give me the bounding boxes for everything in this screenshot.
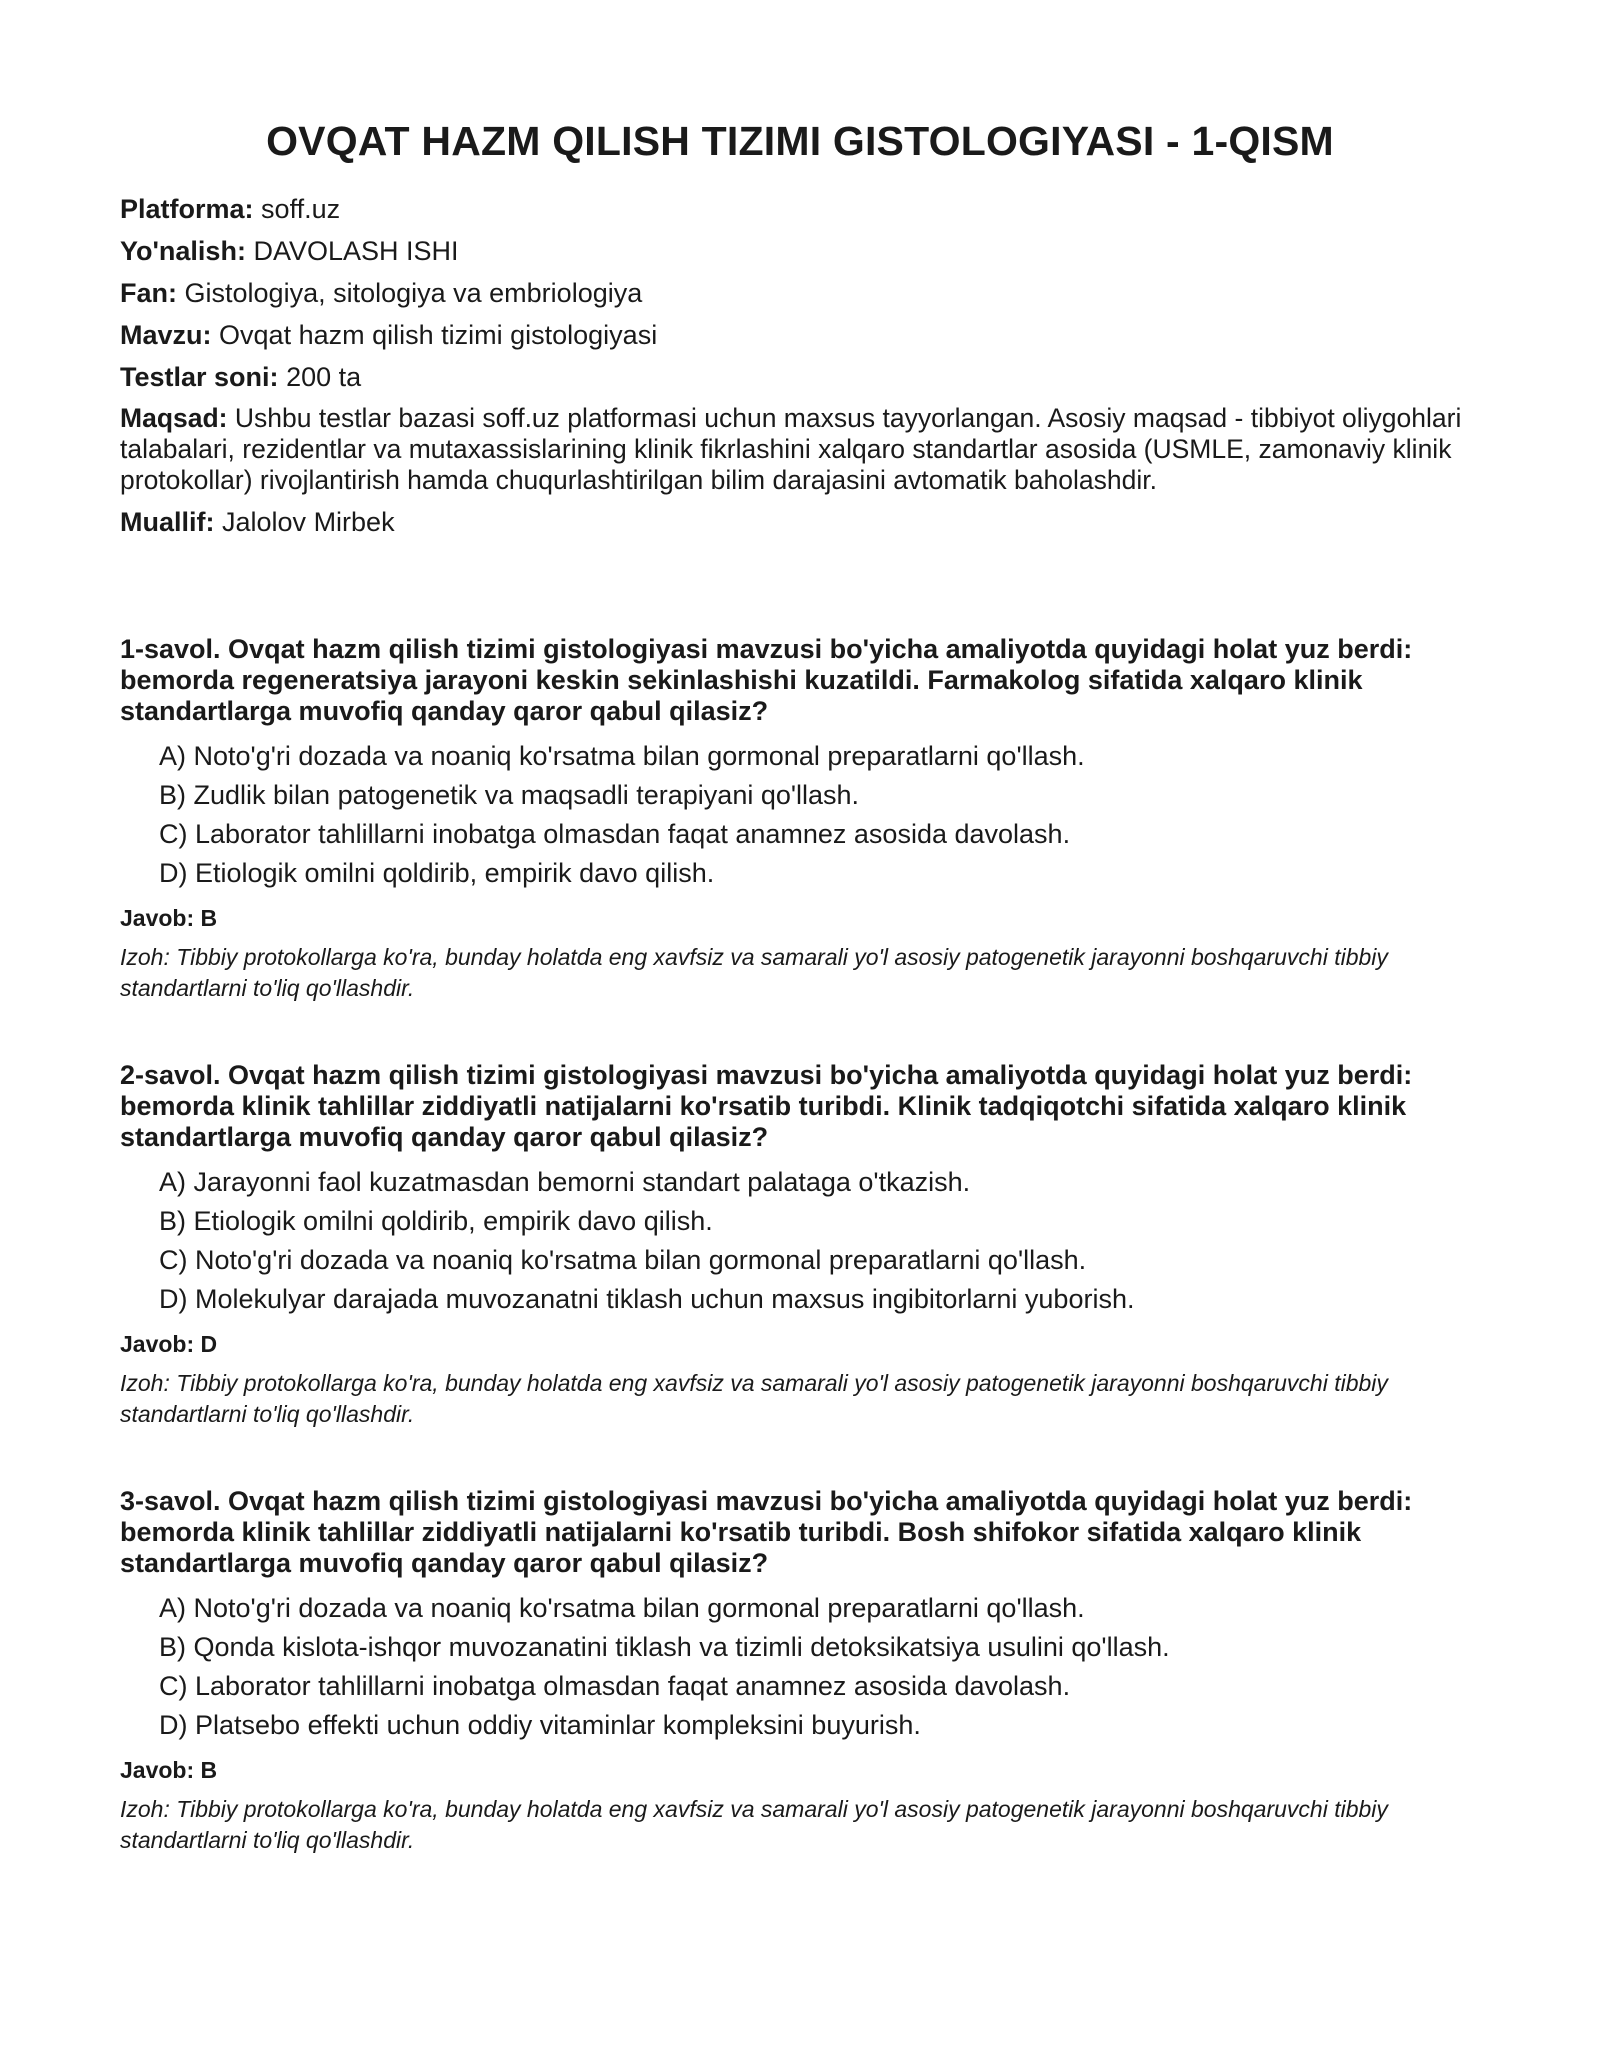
option-c: C) Laborator tahlillarni inobatga olmasdan faqat anamnez asosida davolash. <box>159 819 1071 849</box>
option-b: B) Zudlik bilan patogenetik va maqsadli terapiyani qo'llash. <box>159 780 860 810</box>
question-3 <box>120 1486 1480 1856</box>
meta-label: Platforma: <box>120 194 254 224</box>
document-title: OVQAT HAZM QILISH TIZIMI GISTOLOGIYASI - 1-QISM <box>266 118 1334 164</box>
option-d: D) Etiologik omilni qoldirib, empirik davo qilish. <box>159 858 715 888</box>
question-text: 3-savol. Ovqat hazm qilish tizimi gistologiyasi mavzusi bo'yicha amaliyotda quyidagi holat yuz berdi: bemorda klinik tahlillar ziddiyatli natijalarni ko'rsatib turibdi. Bosh shifokor sifatida xalqaro klinik standartlarga muvofiq qanday qaror qabul qilasiz? <box>120 1486 1413 1578</box>
meta-value: Ovqat hazm qilish tizimi gistologiyasi <box>219 320 658 350</box>
explanation-note: Izoh: Tibbiy protokollarga ko'ra, bunday holatda eng xavfsiz va samarali yo'l asosiy patogenetik jarayonni boshqaruvchi tibbiy standartlarni to'liq qo'llashdir. <box>120 1796 1388 1853</box>
option-list <box>120 741 1480 889</box>
option-c: C) Noto'g'ri dozada va noaniq ko'rsatma bilan gormonal preparatlarni qo'llash. <box>159 1245 1087 1275</box>
meta-label: Maqsad: <box>120 403 228 433</box>
meta-author <box>120 506 1480 538</box>
meta-subject <box>120 277 1480 309</box>
question-text: 1-savol. Ovqat hazm qilish tizimi gistologiyasi mavzusi bo'yicha amaliyotda quyidagi holat yuz berdi: bemorda regeneratsiya jarayoni keskin sekinlashishi kuzatildi. Farmakolog sifatida xalqaro klinik standartlarga muvofiq qanday qaror qabul qilasiz? <box>120 634 1413 726</box>
meta-value: soff.uz <box>261 194 341 224</box>
meta-platform <box>120 193 1480 225</box>
explanation-note: Izoh: Tibbiy protokollarga ko'ra, bunday holatda eng xavfsiz va samarali yo'l asosiy patogenetik jarayonni boshqaruvchi tibbiy standartlarni to'liq qo'llashdir. <box>120 944 1388 1001</box>
option-list <box>120 1167 1480 1315</box>
option-b: B) Qonda kislota-ishqor muvozanatini tiklash va tizimli detoksikatsiya usulini qo'llash. <box>159 1632 1170 1662</box>
answer-line: Javob: D <box>120 1331 218 1357</box>
meta-label: Mavzu: <box>120 320 212 350</box>
meta-topic <box>120 319 1480 351</box>
meta-value: Ushbu testlar bazasi soff.uz platformasi uchun maxsus tayyorlangan. Asosiy maqsad - tibbiyot oliygohlari talabalari, rezidentlar va mutaxassislarining klinik fikrlashini xalqaro standartlar asosida (USMLE, zamonaviy klinik protokollar) rivojlantirish hamda chuqurlashtirilgan bilim darajasini avtomatik baholashdir. <box>120 403 1462 495</box>
option-d: D) Platsebo effekti uchun oddiy vitaminlar kompleksini buyurish. <box>159 1710 921 1740</box>
option-d: D) Molekulyar darajada muvozanatni tiklash uchun maxsus ingibitorlarni yuborish. <box>159 1284 1135 1314</box>
option-b: B) Etiologik omilni qoldirib, empirik davo qilish. <box>159 1206 713 1236</box>
meta-test-count <box>120 361 1480 393</box>
meta-label: Fan: <box>120 278 177 308</box>
answer-line: Javob: B <box>120 905 218 931</box>
option-a: A) Noto'g'ri dozada va noaniq ko'rsatma bilan gormonal preparatlarni qo'llash. <box>159 1593 1085 1623</box>
answer-line: Javob: B <box>120 1757 218 1783</box>
meta-direction <box>120 235 1480 267</box>
meta-label: Testlar soni: <box>120 362 279 392</box>
meta-value: Jalolov Mirbek <box>222 507 395 537</box>
meta-label: Muallif: <box>120 507 215 537</box>
meta-value: Gistologiya, sitologiya va embriologiya <box>184 278 643 308</box>
question-text: 2-savol. Ovqat hazm qilish tizimi gistologiyasi mavzusi bo'yicha amaliyotda quyidagi holat yuz berdi: bemorda klinik tahlillar ziddiyatli natijalarni ko'rsatib turibdi. Klinik tadqiqotchi sifatida xalqaro klinik standartlarga muvofiq qanday qaror qabul qilasiz? <box>120 1060 1413 1152</box>
meta-section <box>120 193 1480 538</box>
option-a: A) Noto'g'ri dozada va noaniq ko'rsatma bilan gormonal preparatlarni qo'llash. <box>159 741 1085 771</box>
meta-label: Yo'nalish: <box>120 236 246 266</box>
spacer <box>120 548 1480 634</box>
explanation-note: Izoh: Tibbiy protokollarga ko'ra, bunday holatda eng xavfsiz va samarali yo'l asosiy patogenetik jarayonni boshqaruvchi tibbiy standartlarni to'liq qo'llashdir. <box>120 1370 1388 1427</box>
meta-value: 200 ta <box>286 362 362 392</box>
option-list <box>120 1593 1480 1741</box>
option-c: C) Laborator tahlillarni inobatga olmasdan faqat anamnez asosida davolash. <box>159 1671 1071 1701</box>
option-a: A) Jarayonni faol kuzatmasdan bemorni standart palataga o'tkazish. <box>159 1167 971 1197</box>
meta-value: DAVOLASH ISHI <box>253 236 459 266</box>
meta-purpose <box>120 403 1480 496</box>
question-2 <box>120 1060 1480 1430</box>
question-1 <box>120 634 1480 1004</box>
